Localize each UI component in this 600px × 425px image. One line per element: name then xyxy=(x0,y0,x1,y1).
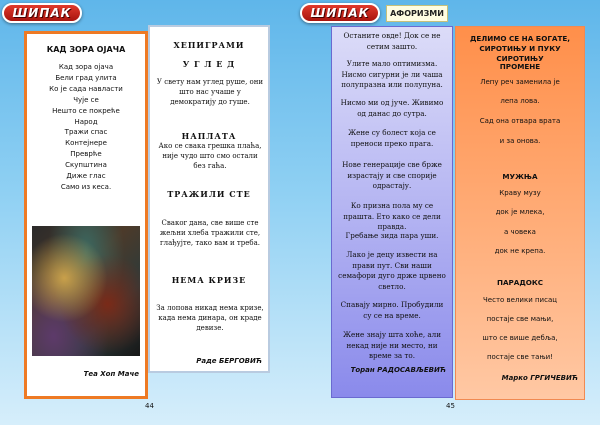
epigram-title: НАПЛАТА xyxy=(181,131,237,141)
epigrams-author: Раде БЕРГОВИЋ xyxy=(196,357,262,365)
epigram-title: НЕМА КРИЗЕ xyxy=(171,275,247,285)
poem-line: Преврће xyxy=(70,150,102,159)
poem-line: док је млека, xyxy=(495,208,545,216)
aphorism: Улите мало оптимизма. Нисмо сигурни је ли чаша полупразна или полупуна. xyxy=(341,59,443,89)
poem-line: лепа лова. xyxy=(500,97,540,105)
aphorisms-author: Торан РАДОСАВЉЕВИЋ xyxy=(350,366,446,374)
aphorism: Нисмо ми од јуче. Живимо од данас до сутра. xyxy=(340,98,444,118)
aphorism: Ко призна пола му се прашта. Ето како се дели правда. xyxy=(343,201,441,231)
magazine-logo-left: ШИПАК xyxy=(2,3,82,23)
epigram-title: У Г Л Е Д xyxy=(182,59,236,69)
poem-line: и за онова. xyxy=(499,137,541,145)
page-number-right: 45 xyxy=(446,402,455,410)
poem-line: а човека xyxy=(504,228,536,236)
poem-line: Само из кеса. xyxy=(60,182,112,191)
poem-line: Сад она отвара врата xyxy=(479,117,561,125)
orange-heading: ДЕЛИМО СЕ НА БОГАТЕ, СИРОТИЊУ И ПУКУ СИРОТИЊУ xyxy=(469,34,571,63)
aphorisms-panel xyxy=(331,26,453,398)
poem-line: док не крепа. xyxy=(494,247,546,255)
aphorism: Останите овде! Док се не сетим зашто. xyxy=(343,31,441,51)
poem-line: постаје све тањи! xyxy=(486,353,554,361)
poem-title: ПАРАДОКС xyxy=(496,278,544,287)
epigram-text: Ако се свака грешка плаћа, није чудо што смо остали без гаћа. xyxy=(158,142,262,170)
poem-title: МУЖЊА xyxy=(502,172,538,181)
poem-line: Тражи спас xyxy=(64,128,108,137)
epigram-text: У свету нам углед руше, они што нас учаше у демократију до гуше. xyxy=(156,78,264,106)
poem-line: Краву музу xyxy=(499,189,541,197)
aphorism: Жене знају шта хоће, али некад није ни место, ни време за то. xyxy=(342,330,442,360)
poem-line: Диже глас xyxy=(66,172,106,181)
epigram-text: Свакоr дана, све више сте жељни хлеба тражили сте, глађујте, тако вам и треба. xyxy=(159,219,261,247)
poem-author: Теа Хоп Маче xyxy=(83,370,139,378)
aphorism: Жене су болест која се преноси преко прага. xyxy=(348,128,436,148)
aphorism: Нове генерације све брже израстају и све спорије одрастају. xyxy=(342,160,442,190)
poem-line: Нешто се покреће xyxy=(52,106,120,115)
poems-panel-orange xyxy=(455,26,585,400)
poem-line: Скупштина xyxy=(65,161,107,170)
epigram-text: За лопова никад нема кризе, када нема динара, он краде девизе. xyxy=(156,304,264,332)
epigrams-panel xyxy=(148,25,270,373)
poem-line: Често велики писац xyxy=(482,296,558,304)
section-tab: АФОРИЗМИ xyxy=(386,5,448,22)
aphorism: Гребање зида пара уши. xyxy=(345,231,439,240)
orange-author: Марко ГРГИЧЕВИЋ xyxy=(501,374,578,382)
abstract-painting xyxy=(32,226,140,356)
epigrams-heading: ХЕПИГРАМИ xyxy=(173,40,245,50)
poem-line: Контејнере xyxy=(65,139,107,148)
poem-line: Кад зора ојача xyxy=(58,63,114,71)
poem-lines xyxy=(27,62,145,193)
poem-line: постаје све мањи, xyxy=(486,315,554,323)
aphorism: Лако је децу извести на прави пут. Сви наши семафори дуго држе црвено светло. xyxy=(338,250,446,291)
poem-line: Чује се xyxy=(73,95,99,104)
poem-line: Бели град улита xyxy=(55,73,117,82)
poem-line: Лепу реч заменила је xyxy=(480,78,560,86)
poem-line: што се више дебља, xyxy=(482,334,558,342)
poem-panel xyxy=(24,31,148,399)
aphorism: Спавају мирно. Пробудили су се на време. xyxy=(340,300,444,320)
poem-line: Народ xyxy=(74,117,98,126)
epigram-title: ТРАЖИЛИ СТЕ xyxy=(167,189,251,199)
page-number-left: 44 xyxy=(145,402,154,410)
poem-line: Ко је сада навласти xyxy=(49,84,123,93)
poem-title: ПРОМЕНЕ xyxy=(499,62,541,71)
magazine-logo-right: ШИПАК xyxy=(300,3,380,23)
poem-title: КАД ЗОРА ОЈАЧА xyxy=(46,45,126,54)
